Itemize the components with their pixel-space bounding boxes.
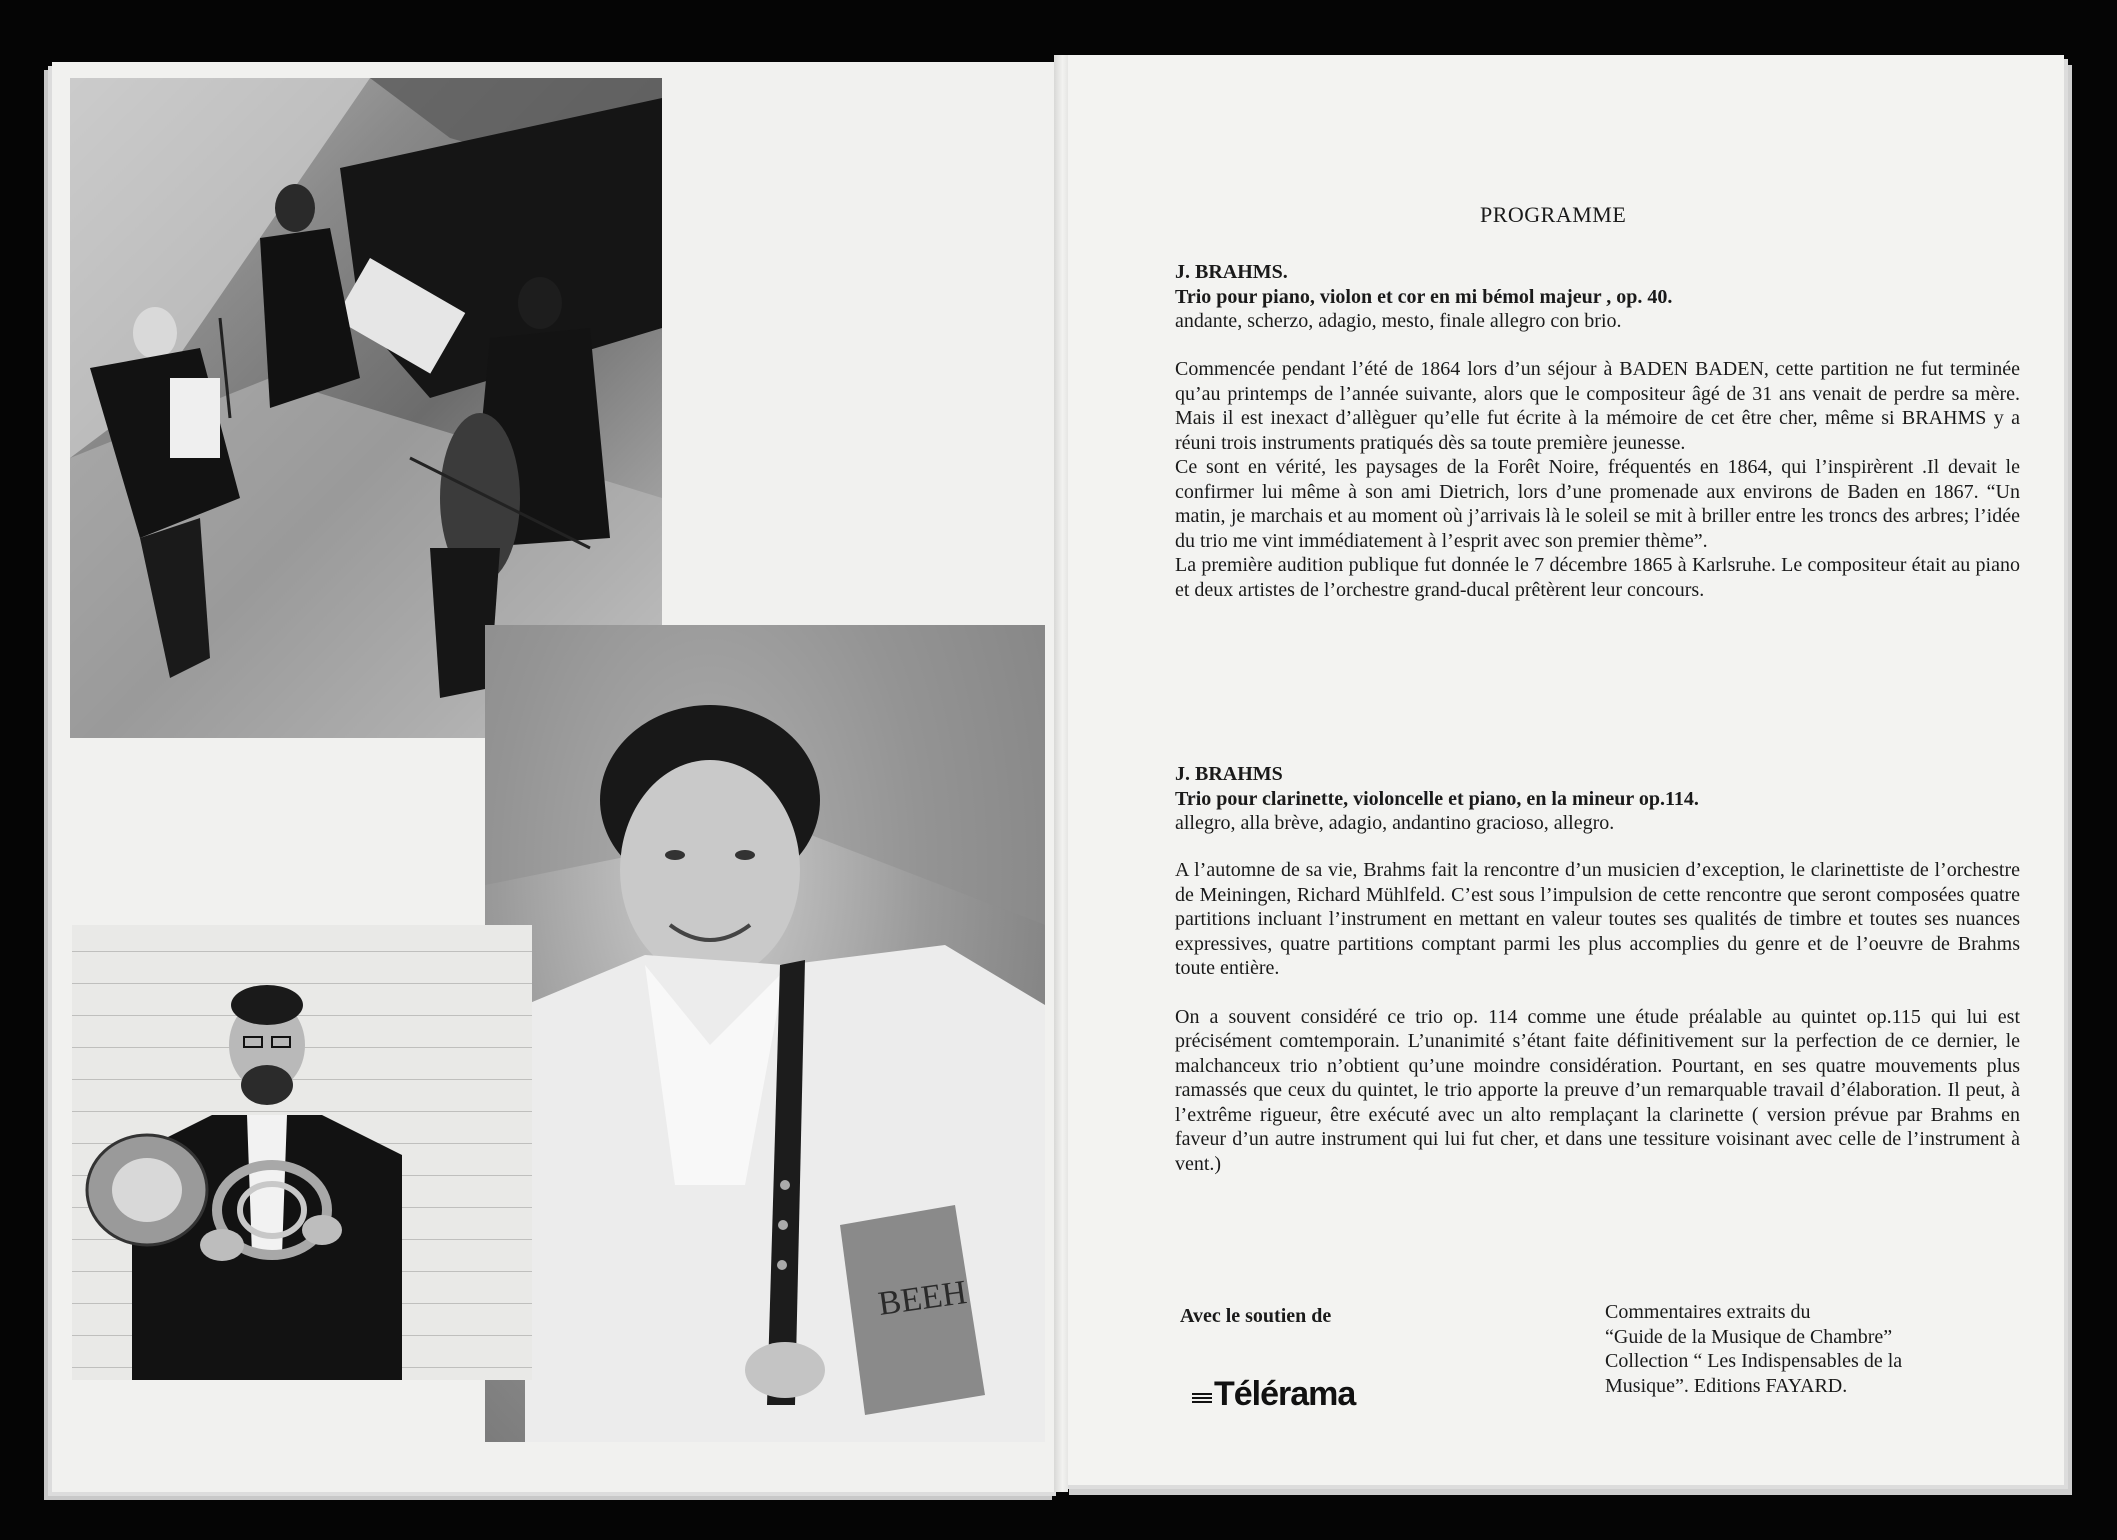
programme-title: PROGRAMME [1480, 202, 1627, 227]
work-1-movements: andante, scherzo, adagio, mesto, finale allegro con brio. [1175, 310, 1622, 332]
work-2-movements: allegro, alla brève, adagio, andantino gracioso, allegro. [1175, 812, 1615, 834]
work-2-paragraph: On a souvent considéré ce trio op. 114 comme une étude préalable au quintet op.115 qui lui est précisément comtemporain. L’unanimité s’étant faite définitivement sur la perfection de ce dernier, le malchanceux trio n’obtient qu’une moindre considération. Pourtant, en ses quatre mouvements plus ramassés que ceux du quintet, le trio apporte la preuve d’un remarquable travail d’élaboration. Il peut, à l’extrême rigueur, être exécuté avec un alto remplaçant la clarinette ( version prévue par Brahms en faveur d’un autre instrument qui lui fut cher, et dans une tessiture voisinant avec celle de l’instrument à vent.) [1175, 1005, 2020, 1175]
work-2-composer: J. BRAHMS [1175, 763, 1283, 785]
work-2-description [1175, 858, 2020, 1176]
work-1-paragraph: Ce sont en vérité, les paysages de la Forêt Noire, fréquentés en 1864, qui l’inspirèrent .Il devait le confirmer lui même à son ami Dietrich, lors d’une promenade aux environs de Baden en 1867. “Un matin, je marchais et au moment où j’arrivais là le soleil se mit à briller entre les troncs des arbres; l’idée du trio me vint immédiatement à l’esprit avec son premier thème”. [1175, 456, 2020, 552]
credit-line: Commentaires extraits du [1605, 1301, 1811, 1323]
work-1 [1175, 260, 2020, 334]
book-gutter [1054, 55, 1068, 1492]
credit-line: Collection “ Les Indispensables de la [1605, 1350, 1903, 1372]
work-2-title: Trio pour clarinette, violoncelle et piano, en la mineur op.114. [1175, 787, 1699, 810]
telerama-logo: Télérama [1214, 1375, 1356, 1413]
clarinet-score-label: BEEH [875, 1273, 970, 1323]
work-2-paragraph: A l’automne de sa vie, Brahms fait la rencontre d’un musicien d’exception, le clarinettiste de l’orchestre de Meiningen, Richard Mühlfeld. C’est sous l’impulsion de cette rencontre que seront composées quatre partitions incluant l’instrument en mettant en valeur toutes ses qualités de timbre et toutes ses nuances expressives, quatre partitions comptant parmi les plus accomplies du genre et de l’oeuvre de Brahms toute entière. [1175, 859, 2020, 979]
credit-line: Musique”. Editions FAYARD. [1605, 1374, 1848, 1397]
work-1-paragraph: La première audition publique fut donnée le 7 décembre 1865 à Karlsruhe. Le compositeur était au piano et deux artistes de l’orchestre grand-ducal prêtèrent leur concours. [1175, 554, 2020, 601]
work-1-paragraph: Commencée pendant l’été de 1864 lors d’un séjour à BADEN BADEN, cette partition ne fut terminée qu’au printemps de l’année suivante, alors que le compositeur âgé de 31 ans venait de perdre sa mère. Mais il est inexact d’allèguer qu’elle fut écrite à la mémoire de cet être cher, même si BRAHMS y a réuni trois instruments pratiqués dès sa toute première jeunesse. [1175, 358, 2020, 454]
telerama-logo-mark-icon [1192, 1393, 1212, 1405]
work-1-title: Trio pour piano, violon et cor en mi bémol majeur , op. 40. [1175, 285, 1673, 308]
support-label: Avec le soutien de [1180, 1305, 1332, 1327]
credits [1605, 1300, 2025, 1398]
horn-player-photo [72, 925, 532, 1380]
credit-line: “Guide de la Musique de Chambre” [1605, 1325, 1893, 1348]
work-1-description [1175, 357, 2020, 602]
work-2 [1175, 762, 2020, 836]
clarinetist-photo [485, 625, 1045, 1442]
work-1-composer: J. BRAHMS. [1175, 261, 1288, 283]
